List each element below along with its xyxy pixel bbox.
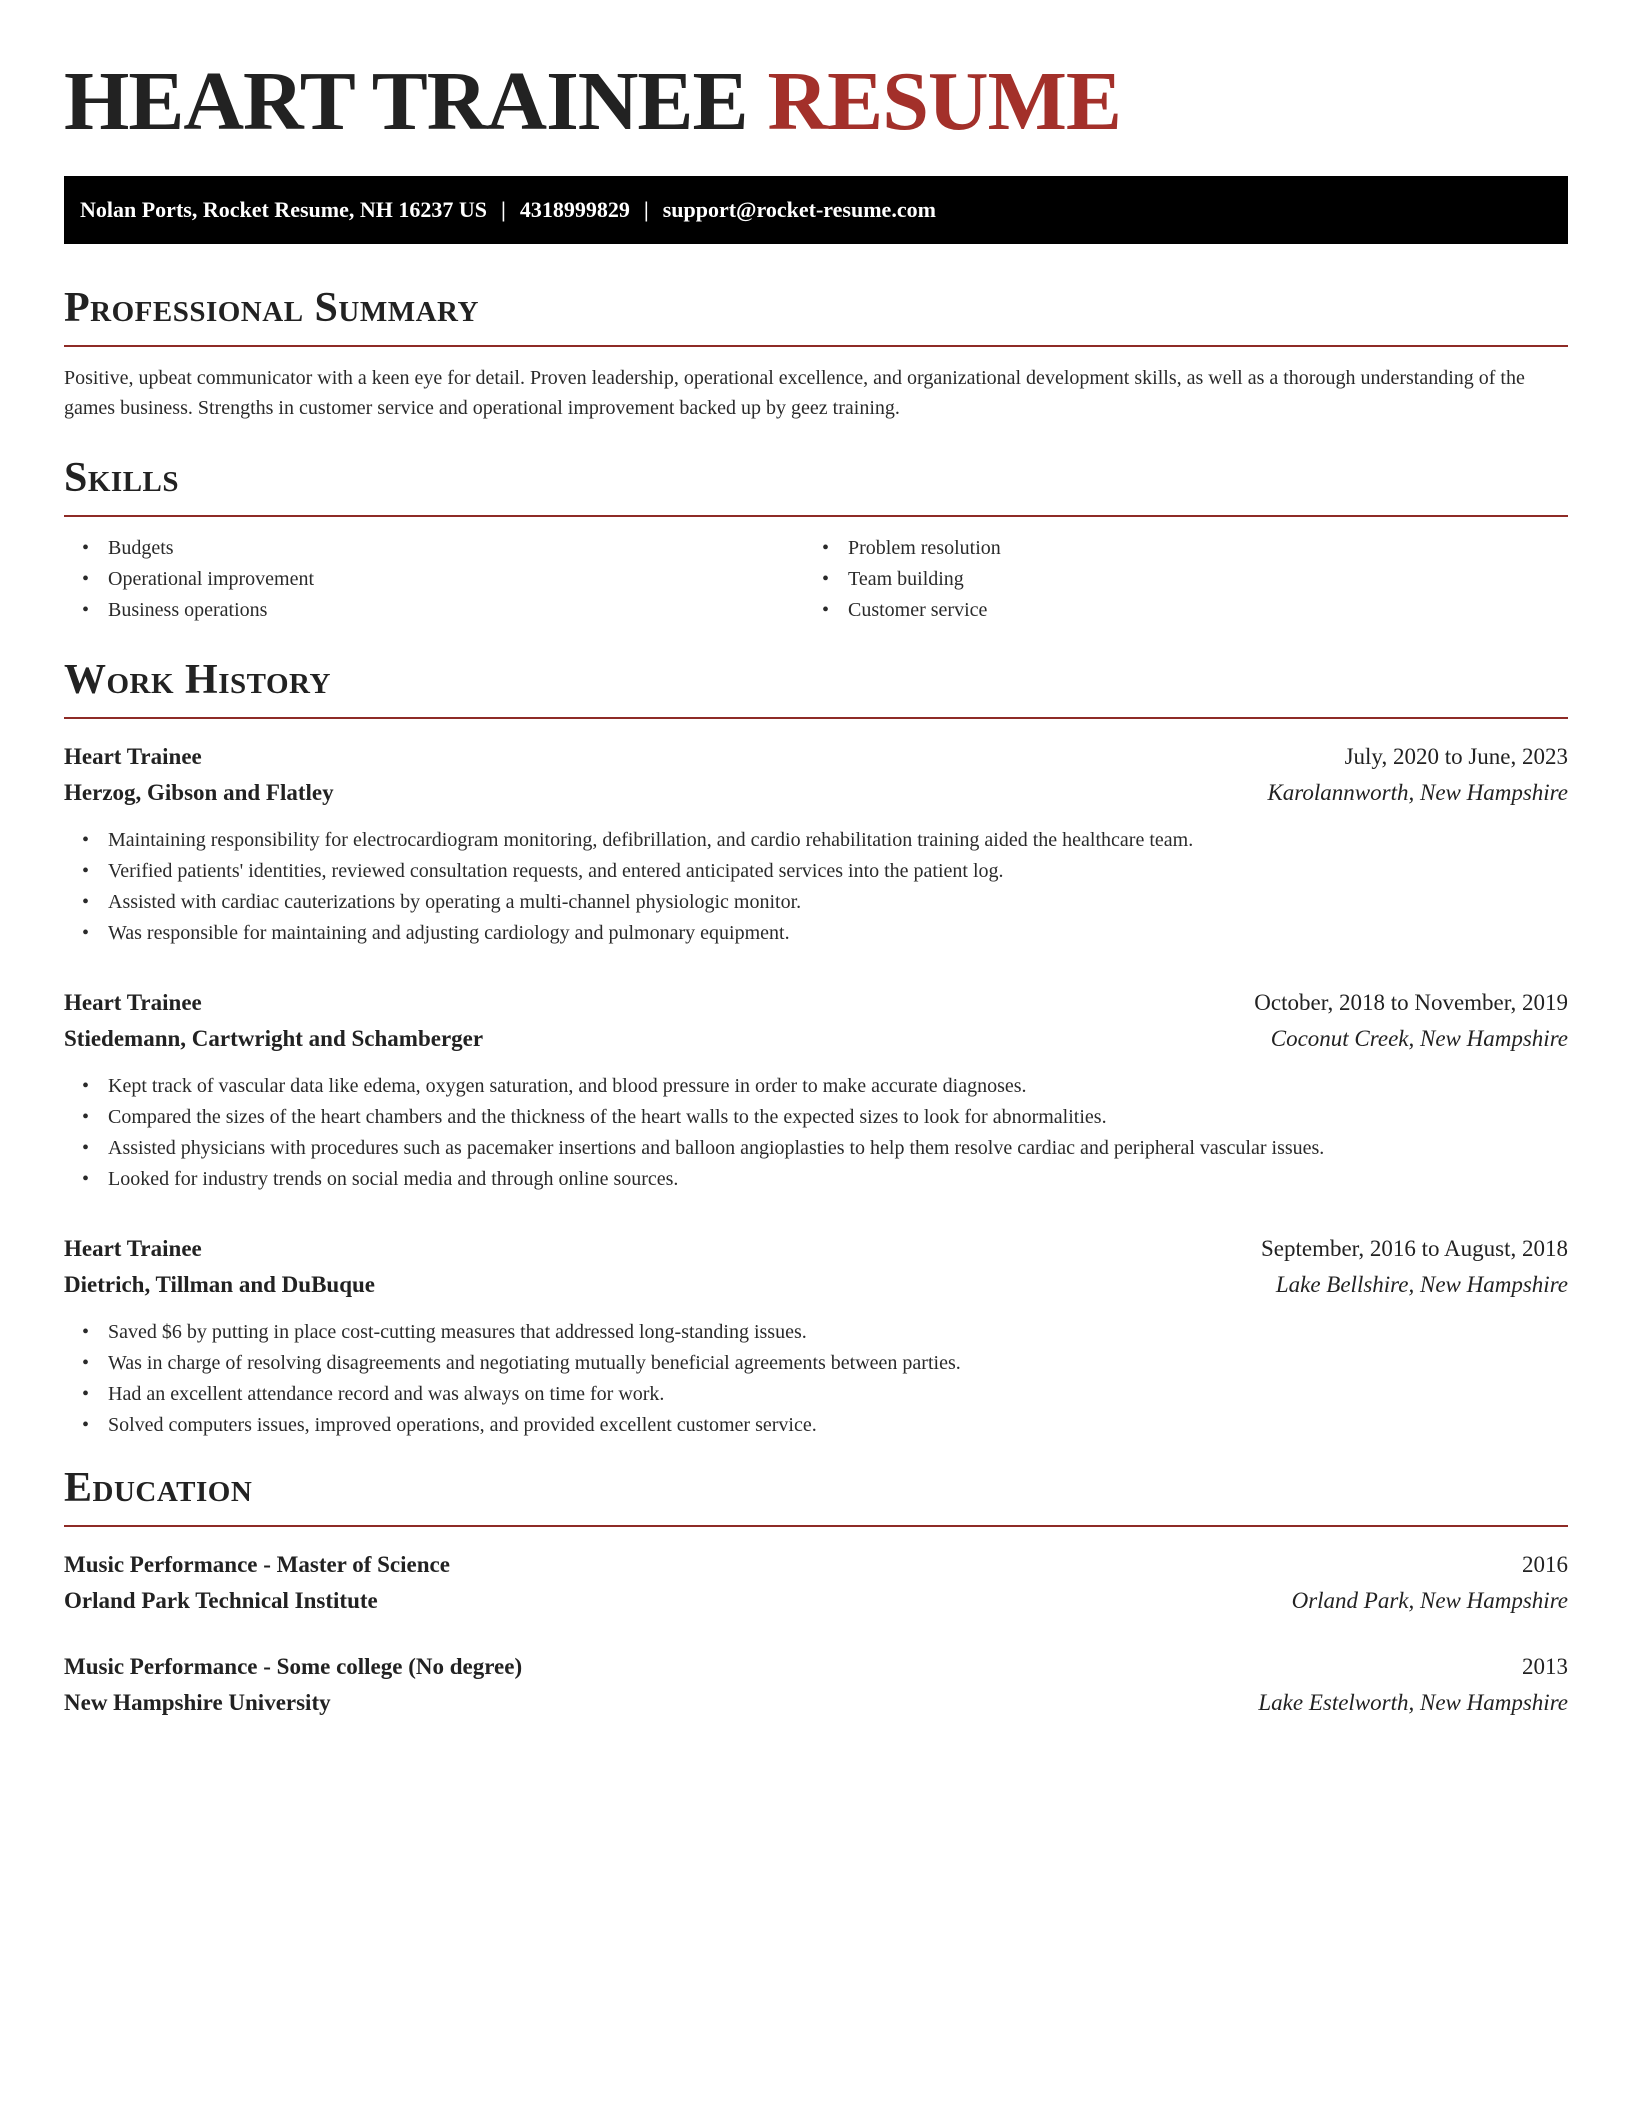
section-heading-skills: Skills [64, 455, 180, 501]
job-duty: • Compared the sizes of the heart chambers and the thickness of the heart walls to the expected sizes to look for abnormalities. [64, 1102, 1568, 1133]
skills-list-right [804, 533, 1544, 626]
education-entry [64, 1547, 1568, 1619]
skills-section [64, 453, 1568, 626]
education-list [64, 1547, 1568, 1721]
job-header-row [64, 985, 1568, 1021]
skill-item: • Team building [804, 564, 1544, 595]
section-heading-education: Education [64, 1465, 253, 1511]
job-duties-list [64, 825, 1568, 949]
education-location: Orland Park, New Hampshire [1291, 1588, 1568, 1613]
contact-address: Nolan Ports, Rocket Resume, NH 16237 US [80, 197, 487, 222]
education-school: Orland Park Technical Institute [64, 1588, 378, 1613]
contact-phone[interactable]: 4318999829 [519, 197, 630, 222]
contact-bar [64, 176, 1568, 244]
job-entry [64, 1231, 1568, 1441]
job-duty: • Was in charge of resolving disagreements and negotiating mutually beneficial agreements between parties. [64, 1348, 1568, 1379]
section-divider [64, 717, 1568, 719]
job-header-row [64, 739, 1568, 775]
job-entry [64, 985, 1568, 1195]
job-dates: September, 2016 to August, 2018 [1260, 1236, 1568, 1261]
skill-item: • Business operations [64, 595, 804, 626]
job-header-row [64, 1231, 1568, 1267]
job-duty: • Maintaining responsibility for electrocardiogram monitoring, defibrillation, and cardio rehabilitation training aided the healthcare team. [64, 825, 1568, 856]
job-duty: • Looked for industry trends on social media and through online sources. [64, 1164, 1568, 1195]
education-degree: Music Performance - Master of Science [64, 1552, 450, 1577]
education-year: 2013 [1522, 1654, 1568, 1679]
section-divider [64, 345, 1568, 347]
section-divider [64, 515, 1568, 517]
job-company: Dietrich, Tillman and DuBuque [64, 1272, 376, 1297]
skills-list-left [64, 533, 804, 626]
section-divider [64, 1525, 1568, 1527]
education-section [64, 1463, 1568, 1721]
skill-item: • Customer service [804, 595, 1544, 626]
contact-separator: | [643, 197, 649, 222]
job-title: Heart Trainee [64, 990, 202, 1015]
job-title: Heart Trainee [64, 744, 202, 769]
job-company-row [64, 1267, 1568, 1303]
job-company-row [64, 775, 1568, 811]
skills-columns [64, 533, 1568, 626]
title-accent: RESUME [767, 55, 1121, 148]
job-duties-list [64, 1317, 1568, 1441]
summary-text: Positive, upbeat communicator with a keen eye for detail. Proven leadership, operational excellence, and organizational development skills, as well as a thorough understanding of the games business. Strengths in customer service and operational improvement backed up by geez training. [64, 367, 1525, 419]
summary-section [64, 283, 1568, 423]
education-degree-row [64, 1649, 1568, 1685]
education-location: Lake Estelworth, New Hampshire [1258, 1690, 1568, 1715]
job-duty: • Kept track of vascular data like edema, oxygen saturation, and blood pressure in order to make accurate diagnoses. [64, 1071, 1568, 1102]
job-company: Stiedemann, Cartwright and Schamberger [64, 1026, 484, 1051]
job-duty: • Verified patients' identities, reviewed consultation requests, and entered anticipated services into the patient log. [64, 856, 1568, 887]
job-dates: October, 2018 to November, 2019 [1254, 990, 1568, 1015]
resume-page [64, 0, 1568, 1715]
education-degree: Music Performance - Some college (No degree) [64, 1654, 523, 1679]
job-duty: • Solved computers issues, improved operations, and provided excellent customer service. [64, 1410, 1568, 1441]
job-company: Herzog, Gibson and Flatley [64, 780, 334, 805]
job-location: Lake Bellshire, New Hampshire [1275, 1272, 1568, 1297]
job-duty: • Saved $6 by putting in place cost-cutting measures that addressed long-standing issues. [64, 1317, 1568, 1348]
job-company-row [64, 1021, 1568, 1057]
education-entry [64, 1649, 1568, 1721]
job-title: Heart Trainee [64, 1236, 202, 1261]
education-year: 2016 [1522, 1552, 1568, 1577]
job-duty: • Had an excellent attendance record and was always on time for work. [64, 1379, 1568, 1410]
job-dates: July, 2020 to June, 2023 [1344, 744, 1568, 769]
contact-separator: | [500, 197, 506, 222]
title-primary: HEART TRAINEE [64, 55, 748, 148]
education-degree-row [64, 1547, 1568, 1583]
education-school-row [64, 1583, 1568, 1619]
resume-title [64, 0, 1568, 152]
job-duty: • Was responsible for maintaining and adjusting cardiology and pulmonary equipment. [64, 918, 1568, 949]
job-entry [64, 739, 1568, 949]
job-location: Karolannworth, New Hampshire [1267, 780, 1568, 805]
section-heading-summary: Professional Summary [64, 285, 479, 331]
skill-item: • Budgets [64, 533, 804, 564]
education-school-row [64, 1685, 1568, 1721]
contact-email[interactable]: support@rocket-resume.com [662, 197, 936, 222]
job-location: Coconut Creek, New Hampshire [1270, 1026, 1568, 1051]
job-duty: • Assisted physicians with procedures such as pacemaker insertions and balloon angioplasties to help them resolve cardiac and peripheral vascular issues. [64, 1133, 1568, 1164]
job-duty: • Assisted with cardiac cauterizations by operating a multi-channel physiologic monitor. [64, 887, 1568, 918]
job-duties-list [64, 1071, 1568, 1195]
section-heading-work: Work History [64, 657, 331, 703]
work-history-section [64, 655, 1568, 1441]
skill-item: • Operational improvement [64, 564, 804, 595]
education-school: New Hampshire University [64, 1690, 331, 1715]
skill-item: • Problem resolution [804, 533, 1544, 564]
